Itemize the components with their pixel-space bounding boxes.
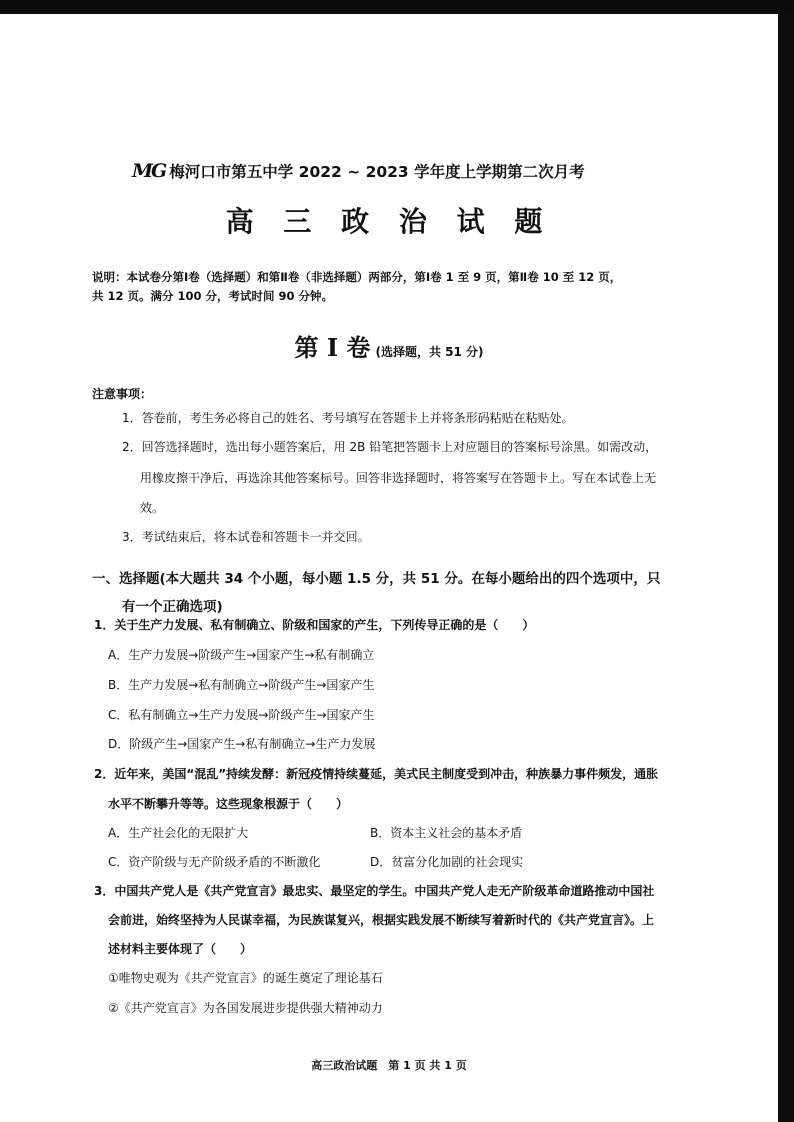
- school-logo-icon: MG: [132, 160, 166, 182]
- page-footer: 高三政治试题 第 1 页 共 1 页: [311, 1059, 467, 1072]
- section-line-1: 一、选择题(本大题共 34 个小题，每小题 1.5 分，共 51 分。在每小题给出的四个选项中，只: [92, 571, 661, 587]
- scan-top-border: [0, 0, 794, 14]
- note-3: 3．考试结束后，将本试卷和答题卡一并交回。: [122, 530, 370, 544]
- scan-right-border: [778, 14, 794, 1122]
- question-2-option-d: D．贫富分化加剧的社会现实: [370, 855, 524, 869]
- volume-title: 第 Ⅰ 卷: [294, 333, 371, 362]
- question-1-option-d: D．阶级产生→国家产生→私有制确立→生产力发展: [108, 737, 376, 751]
- question-1-option-c: C．私有制确立→生产力发展→阶级产生→国家产生: [108, 708, 375, 722]
- note-2-line-2: 用橡皮擦干净后，再选涂其他答案标号。回答非选择题时，将答案写在答题卡上。写在本试卷上无: [140, 471, 657, 485]
- question-2-option-c: C．资产阶级与无产阶级矛盾的不断激化: [108, 855, 321, 869]
- exam-title: 高 三 政 治 试 题: [225, 205, 553, 238]
- note-2-line-3: 效。: [140, 501, 165, 515]
- exam-description: [92, 268, 720, 306]
- section-line-2: 有一个正确选项): [122, 599, 223, 615]
- volume-heading: [0, 328, 778, 363]
- question-3-stem-line-2: 会前进，始终坚持为人民谋幸福，为民族谋复兴，根据实践发展不断续写着新时代的《共产党宣言》。上: [108, 913, 655, 927]
- notes-heading: 注意事项：: [92, 387, 153, 401]
- volume-subtitle: (选择题，共 51 分): [375, 345, 484, 359]
- description-line-1: 说明：本试卷分第Ⅰ卷（选择题）和第Ⅱ卷（非选择题）两部分，第Ⅰ卷 1 至 9 页，第Ⅱ卷 10 至 12 页，: [92, 270, 622, 284]
- question-3-statement-1: ①唯物史观为《共产党宣言》的诞生奠定了理论基石: [108, 971, 383, 985]
- question-3-stem-line-3: 述材料主要体现了（ ）: [108, 942, 253, 956]
- exam-page: [0, 14, 778, 1122]
- note-2-line-1: 2．回答选择题时，选出每小题答案后，用 2B 铅笔把答题卡上对应题目的答案标号涂黑。如需改动，: [122, 440, 658, 454]
- school-exam-name: 梅河口市第五中学 2022 ~ 2023 学年度上学期第二次月考: [169, 163, 585, 181]
- question-2-option-a: A．生产社会化的无限扩大: [108, 826, 249, 840]
- question-1-option-b: B．生产力发展→私有制确立→阶级产生→国家产生: [108, 678, 375, 692]
- exam-header: [132, 160, 585, 182]
- question-3-statement-2: ②《共产党宣言》为各国发展进步提供强大精神动力: [108, 1001, 383, 1015]
- question-2-stem-line-2: 水平不断攀升等等。这些现象根源于（ ）: [108, 797, 349, 811]
- question-2-stem-line-1: 2．近年来，美国“混乱”持续发酵：新冠疫情持续蔓延，美式民主制度受到冲击，种族暴力事件频发，通胀: [94, 767, 659, 781]
- note-1: 1．答卷前，考生务必将自己的姓名、考号填写在答题卡上并将条形码粘贴在粘贴处。: [122, 411, 574, 425]
- section-heading: [92, 565, 714, 621]
- question-1-option-a: A．生产力发展→阶级产生→国家产生→私有制确立: [108, 648, 375, 662]
- question-2-option-b: B．资本主义社会的基本矛盾: [370, 826, 523, 840]
- description-line-2: 共 12 页。满分 100 分，考试时间 90 分钟。: [92, 289, 334, 303]
- question-3-stem-line-1: 3．中国共产党人是《共产党宣言》最忠实、最坚定的学生。中国共产党人走无产阶级革命道路推动中国社: [94, 884, 655, 898]
- question-1-stem: 1．关于生产力发展、私有制确立、阶级和国家的产生，下列传导正确的是（ ）: [94, 618, 535, 632]
